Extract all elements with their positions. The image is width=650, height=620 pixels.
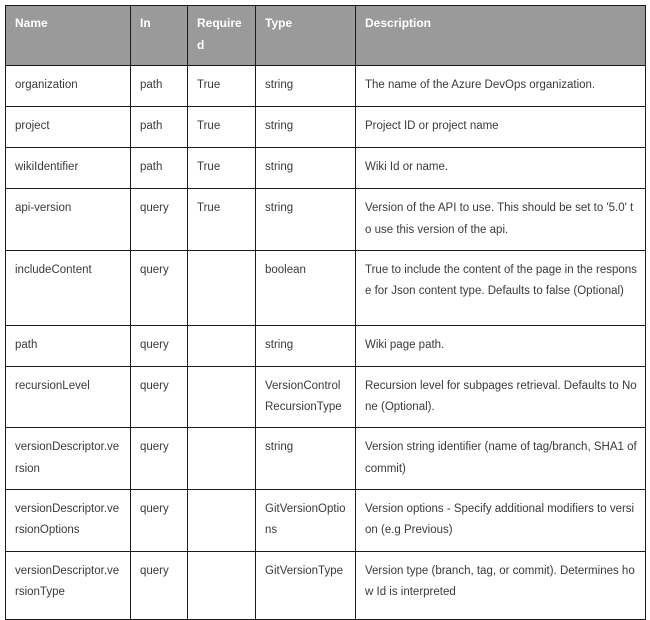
cell-description: Version string identifier (name of tag/branch, SHA1 of commit) bbox=[356, 428, 646, 490]
cell-name: wikiIdentifier bbox=[6, 148, 131, 189]
cell-description: Wiki page path. bbox=[356, 325, 646, 366]
column-header-required: Required bbox=[188, 6, 256, 66]
cell-name: includeContent bbox=[6, 250, 131, 325]
cell-type: string bbox=[256, 428, 356, 490]
cell-name: path bbox=[6, 325, 131, 366]
cell-type: string bbox=[256, 148, 356, 189]
cell-in: query bbox=[131, 551, 188, 619]
cell-required bbox=[188, 250, 256, 325]
table-row bbox=[6, 366, 646, 428]
cell-type: string bbox=[256, 107, 356, 148]
cell-required: True bbox=[188, 66, 256, 107]
cell-in: query bbox=[131, 366, 188, 428]
column-header-type: Type bbox=[256, 6, 356, 66]
cell-in: path bbox=[131, 66, 188, 107]
cell-name: project bbox=[6, 107, 131, 148]
cell-type: boolean bbox=[256, 250, 356, 325]
cell-type: string bbox=[256, 325, 356, 366]
cell-required bbox=[188, 551, 256, 619]
cell-description: The name of the Azure DevOps organization. bbox=[356, 66, 646, 107]
cell-name: versionDescriptor.version bbox=[6, 428, 131, 490]
table-row bbox=[6, 250, 646, 325]
column-header-description: Description bbox=[356, 6, 646, 66]
cell-description: Version options - Specify additional modifiers to version (e.g Previous) bbox=[356, 489, 646, 551]
table-row bbox=[6, 551, 646, 619]
cell-name: versionDescriptor.versionOptions bbox=[6, 489, 131, 551]
cell-required: True bbox=[188, 148, 256, 189]
cell-description: Wiki Id or name. bbox=[356, 148, 646, 189]
cell-name: organization bbox=[6, 66, 131, 107]
table-row bbox=[6, 148, 646, 189]
table-row bbox=[6, 66, 646, 107]
table-header-row bbox=[6, 6, 646, 66]
column-header-name: Name bbox=[6, 6, 131, 66]
cell-name: recursionLevel bbox=[6, 366, 131, 428]
cell-in: query bbox=[131, 489, 188, 551]
column-header-in: In bbox=[131, 6, 188, 66]
table-row bbox=[6, 107, 646, 148]
cell-description: Project ID or project name bbox=[356, 107, 646, 148]
cell-type: GitVersionType bbox=[256, 551, 356, 619]
cell-description: True to include the content of the page in the response for Json content type. Defaults to false (Optional) bbox=[356, 250, 646, 325]
table-row bbox=[6, 325, 646, 366]
parameters-table-container bbox=[5, 5, 645, 620]
cell-description: Version of the API to use. This should be set to '5.0' to use this version of the api. bbox=[356, 189, 646, 251]
cell-required bbox=[188, 489, 256, 551]
cell-description: Version type (branch, tag, or commit). Determines how Id is interpreted bbox=[356, 551, 646, 619]
cell-in: query bbox=[131, 428, 188, 490]
cell-type: GitVersionOptions bbox=[256, 489, 356, 551]
table-row bbox=[6, 489, 646, 551]
cell-in: path bbox=[131, 148, 188, 189]
table-header bbox=[6, 6, 646, 66]
cell-in: path bbox=[131, 107, 188, 148]
table-row bbox=[6, 428, 646, 490]
cell-name: versionDescriptor.versionType bbox=[6, 551, 131, 619]
cell-required bbox=[188, 428, 256, 490]
cell-in: query bbox=[131, 189, 188, 251]
cell-required: True bbox=[188, 107, 256, 148]
parameters-table bbox=[5, 5, 646, 620]
cell-required: True bbox=[188, 189, 256, 251]
cell-required bbox=[188, 325, 256, 366]
cell-in: query bbox=[131, 325, 188, 366]
cell-required bbox=[188, 366, 256, 428]
table-row bbox=[6, 189, 646, 251]
cell-type: VersionControlRecursionType bbox=[256, 366, 356, 428]
cell-name: api-version bbox=[6, 189, 131, 251]
cell-in: query bbox=[131, 250, 188, 325]
cell-description: Recursion level for subpages retrieval. Defaults to None (Optional). bbox=[356, 366, 646, 428]
cell-type: string bbox=[256, 66, 356, 107]
cell-type: string bbox=[256, 189, 356, 251]
table-body bbox=[6, 66, 646, 619]
